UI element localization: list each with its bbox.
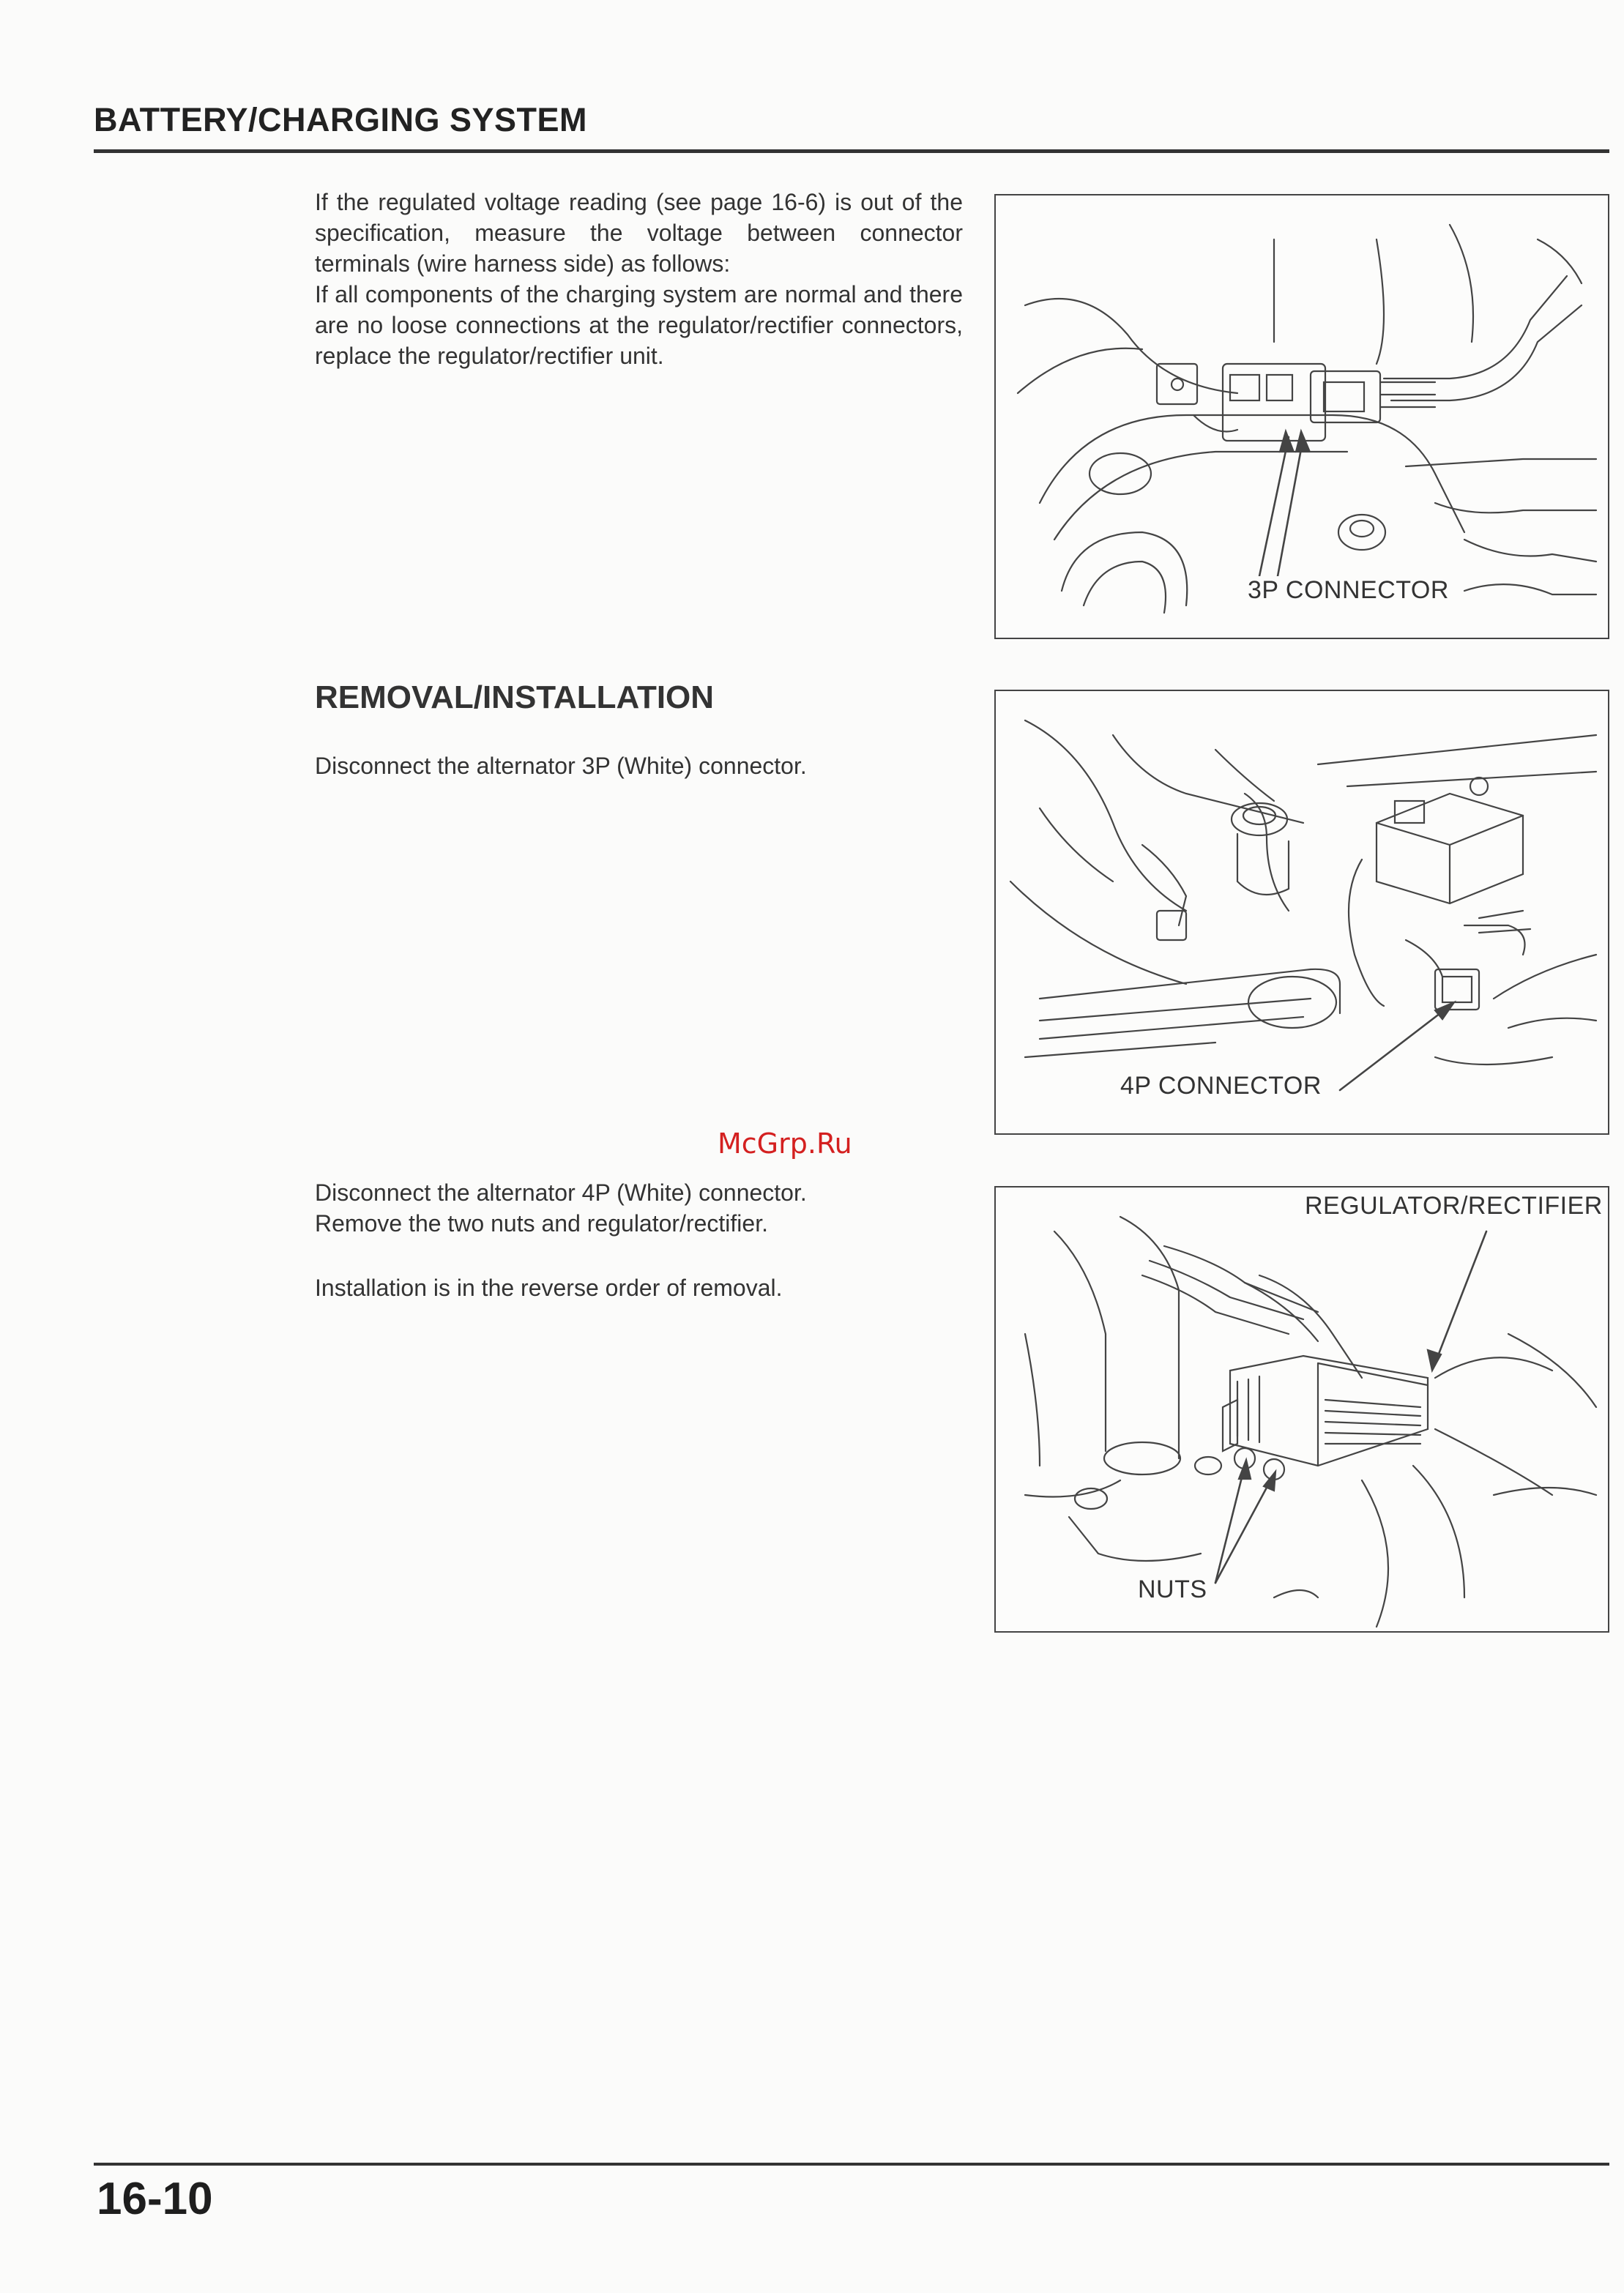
figure-4p-drawing — [996, 691, 1608, 1133]
step3-text: Installation is in the reverse order of removal. — [315, 1275, 783, 1301]
step-disconnect-3p — [315, 750, 901, 781]
figure-regulator-drawing — [996, 1187, 1608, 1631]
intro-line-1: If the regulated voltage reading (see page 16-6) is out of the specification, measure the voltage between connector terminals (wire harness side) as follows: — [315, 189, 963, 277]
figure-3p-drawing — [996, 195, 1608, 638]
header-divider — [94, 149, 1609, 153]
intro-line-2: If all components of the charging system are normal and there are no loose connections at the regulator/rectifier connectors, replace the regulator/rectifier unit. — [315, 281, 963, 369]
step-installation — [315, 1272, 901, 1303]
fig2-label: 4P CONNECTOR — [1117, 1072, 1325, 1100]
watermark: McGrp.Ru — [718, 1127, 852, 1160]
fig3-label-bottom: NUTS — [1135, 1576, 1210, 1604]
page-header-title: BATTERY/CHARGING SYSTEM — [94, 101, 588, 138]
section-heading: REMOVAL/INSTALLATION — [315, 679, 715, 715]
step2-line-1: Disconnect the alternator 4P (White) connector. — [315, 1179, 807, 1206]
fig3-label-top: REGULATOR/RECTIFIER — [1302, 1192, 1606, 1220]
step-disconnect-4p — [315, 1177, 901, 1239]
step2-line-2: Remove the two nuts and regulator/rectifier. — [315, 1210, 768, 1237]
page-number: 16-10 — [97, 2174, 213, 2224]
figure-4p-connector — [994, 690, 1609, 1135]
fig1-label: 3P CONNECTOR — [1245, 576, 1452, 605]
intro-paragraph — [315, 187, 963, 371]
step1-text: Disconnect the alternator 3P (White) connector. — [315, 753, 807, 779]
figure-3p-connector — [994, 194, 1609, 639]
figure-regulator-rectifier — [994, 1186, 1609, 1633]
footer-divider — [94, 2163, 1609, 2166]
